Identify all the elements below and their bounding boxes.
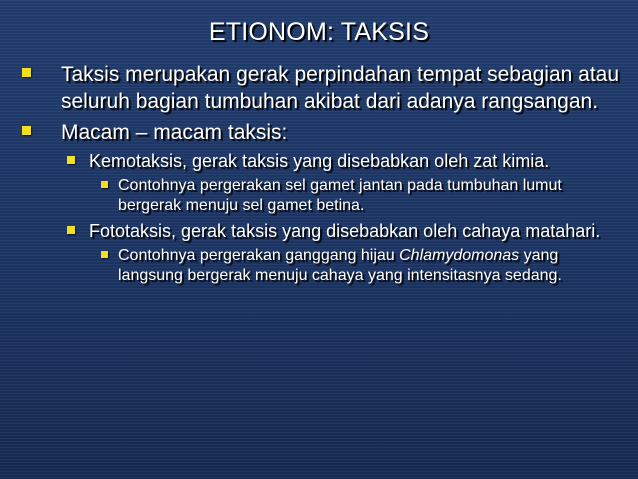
bullet-kemotaksis-example <box>0 176 638 216</box>
slide-content <box>0 61 638 286</box>
bullet-text-start: Contohnya pergerakan ganggang hijau <box>118 247 400 264</box>
bullet-text: Macam – macam taksis: <box>61 121 288 144</box>
square-bullet-icon <box>22 68 31 77</box>
bullet-macam-taksis <box>0 119 638 146</box>
bullet-text: Fototaksis, gerak taksis yang disebabkan oleh cahaya matahari. <box>89 221 601 241</box>
square-bullet-icon <box>22 126 31 135</box>
bullet-text-end: yang langsung bergerak menuju cahaya yang intensitasnya sedang. <box>118 247 562 284</box>
bullet-kemotaksis <box>0 150 638 173</box>
slide-title: ETIONOM: TAKSIS <box>208 18 430 46</box>
species-name: Chlamydomonas <box>399 247 520 264</box>
bullet-taksis-definition <box>0 61 638 115</box>
square-bullet-icon <box>101 181 108 188</box>
square-bullet-icon <box>67 226 75 234</box>
bullet-fototaksis <box>0 220 638 243</box>
bullet-text: Taksis merupakan gerak perpindahan tempat sebagian atau seluruh bagian tumbuhan akibat dari adanya rangsangan. <box>61 63 620 113</box>
square-bullet-icon <box>101 251 108 258</box>
bullet-text: Kemotaksis, gerak taksis yang disebabkan oleh zat kimia. <box>89 151 550 171</box>
square-bullet-icon <box>67 156 75 164</box>
bullet-fototaksis-example <box>0 246 638 286</box>
bullet-text: Contohnya pergerakan sel gamet jantan pada tumbuhan lumut bergerak menuju sel gamet betina. <box>118 177 562 214</box>
